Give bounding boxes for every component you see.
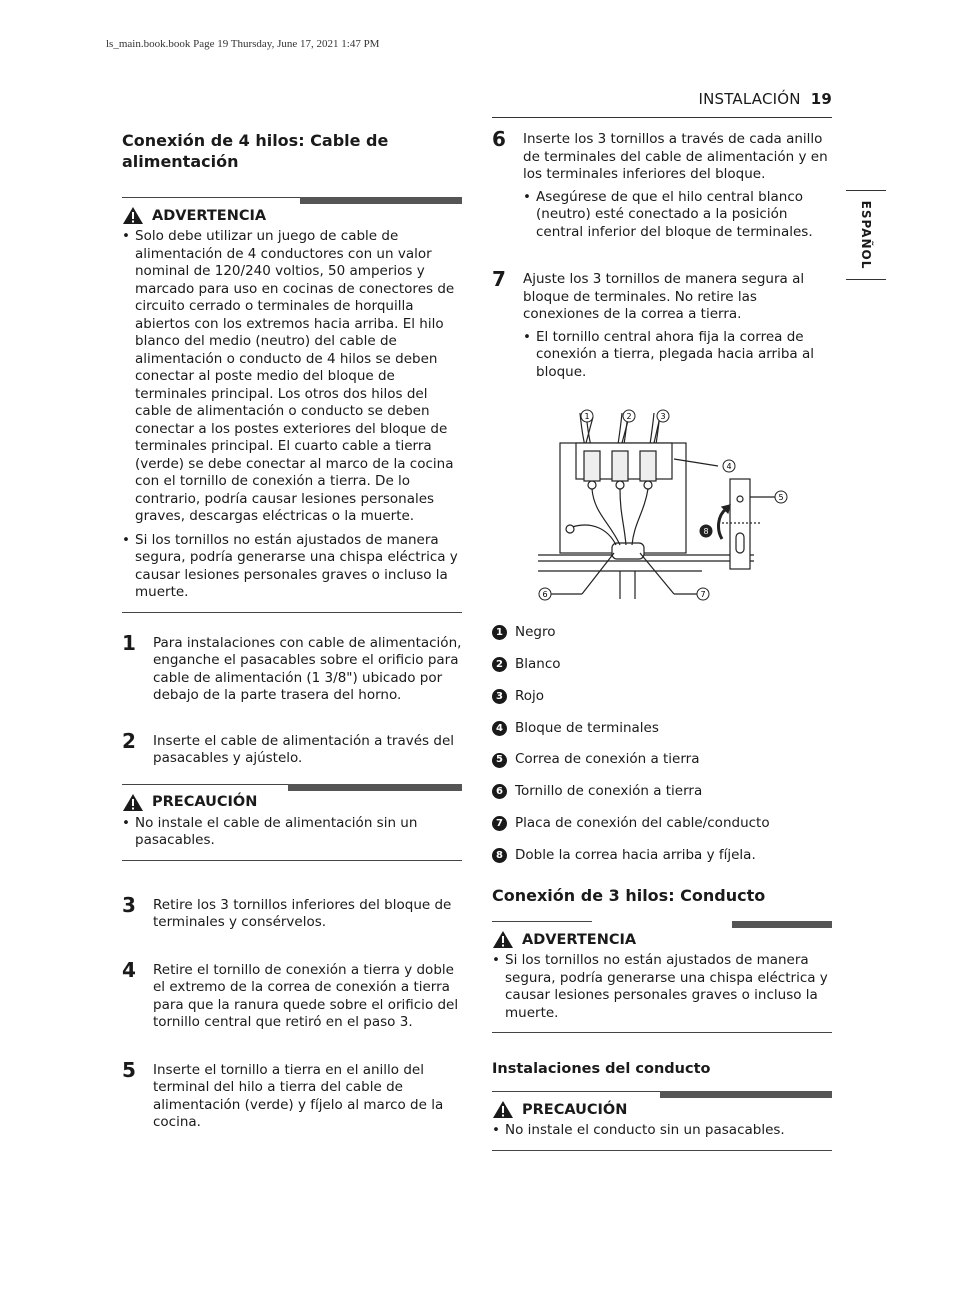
legend-number: 2 bbox=[492, 657, 507, 672]
diagram-legend bbox=[492, 617, 832, 871]
step-text: Inserte los 3 tornillos a través de cada anillo de terminales del cable de alimentación y en los terminales inferiores del bloque. bbox=[523, 131, 828, 182]
warning-title: ADVERTENCIA bbox=[152, 207, 267, 224]
header-rule bbox=[492, 117, 832, 118]
diagram-callout: 7 bbox=[700, 590, 706, 599]
diagram-callout: 6 bbox=[542, 590, 548, 599]
right-column bbox=[492, 126, 832, 1151]
file-header: ls_main.book.book Page 19 Thursday, June 17, 2021 1:47 PM bbox=[106, 38, 380, 50]
step-7 bbox=[492, 267, 832, 381]
step-2 bbox=[122, 728, 462, 768]
step-5 bbox=[122, 1057, 462, 1132]
diagram-callout: 1 bbox=[584, 412, 590, 421]
warning-triangle-icon bbox=[122, 206, 144, 225]
step-text: Inserte el tornillo a tierra en el anillo del terminal del hilo a tierra del cable de alimentación (verde) y fíjelo al marco de la cocina. bbox=[153, 1061, 444, 1130]
legend-label: Correa de conexión a tierra bbox=[515, 751, 700, 768]
warning-list bbox=[492, 952, 832, 1022]
step-4 bbox=[122, 957, 462, 1032]
legend-label: Bloque de terminales bbox=[515, 719, 659, 736]
legend-number: 6 bbox=[492, 784, 507, 799]
warning-triangle-icon bbox=[122, 793, 144, 812]
section-heading-4-wire: Conexión de 4 hilos: Cable de alimentación bbox=[122, 131, 389, 171]
step-number: 7 bbox=[492, 267, 506, 291]
step-number: 2 bbox=[122, 728, 136, 753]
language-tab-label: ESPAÑOL bbox=[859, 200, 873, 270]
step-bullet-list bbox=[523, 189, 832, 242]
step-bullet: • Asegúrese de que el hilo central blanco (neutro) esté conectado a la posición central inferior del bloque de terminales. bbox=[523, 189, 832, 242]
warning-item: • Si los tornillos no están ajustados de manera segura, podría generarse una chispa eléctrica y causar lesiones personales graves o incluso la muerte. bbox=[492, 952, 832, 1022]
warning-item: • Si los tornillos no están ajustados de manera segura, podría generarse una chispa eléctrica y causar lesiones personales graves o incluso la muerte. bbox=[122, 532, 462, 602]
step-bullet: • El tornillo central ahora fija la correa de conexión a tierra, plegada hacia arriba al bloque. bbox=[523, 329, 832, 382]
language-tab bbox=[846, 190, 886, 280]
terminal-block-illustration bbox=[492, 403, 832, 603]
diagram-callout: 3 bbox=[660, 412, 666, 421]
legend-number: 4 bbox=[492, 721, 507, 736]
step-text: Retire el tornillo de conexión a tierra y doble el extremo de la correa de conexión a tierra para que la ranura quede sobre el orificio del tornillo central que retiró en el paso 3. bbox=[153, 961, 459, 1030]
step-number: 4 bbox=[122, 957, 136, 982]
legend-number: 8 bbox=[492, 848, 507, 863]
legend-item bbox=[492, 617, 832, 649]
legend-label: Doble la correa hacia arriba y fíjela. bbox=[515, 846, 756, 863]
step-3 bbox=[122, 892, 462, 932]
diagram-callout: 4 bbox=[726, 462, 732, 471]
warning-title: ADVERTENCIA bbox=[522, 931, 637, 948]
warning-box-2 bbox=[492, 921, 832, 1033]
left-column bbox=[122, 130, 462, 1132]
step-text: Para instalaciones con cable de alimentación, enganche el pasacables sobre el orificio para cable de alimentación (1 3/8") ubicado por debajo de la parte trasera del horno. bbox=[153, 634, 462, 703]
legend-item bbox=[492, 744, 832, 776]
warning-triangle-icon bbox=[492, 1100, 514, 1119]
step-number: 1 bbox=[122, 630, 136, 655]
step-1 bbox=[122, 630, 462, 705]
legend-item bbox=[492, 808, 832, 840]
diagram-callout: 8 bbox=[703, 527, 709, 536]
step-number: 6 bbox=[492, 127, 506, 151]
caution-title: PRECAUCIÓN bbox=[152, 794, 258, 810]
legend-number: 7 bbox=[492, 816, 507, 831]
page-header bbox=[698, 90, 832, 108]
page-section-title: INSTALACIÓN bbox=[698, 90, 801, 108]
terminal-block-diagram bbox=[492, 403, 832, 603]
step-number: 3 bbox=[122, 892, 136, 917]
step-bullet-list bbox=[523, 329, 832, 382]
caution-list bbox=[122, 815, 462, 850]
caution-list bbox=[492, 1122, 832, 1140]
subheading-conduit: Instalaciones del conducto bbox=[492, 1061, 711, 1078]
step-text: Retire los 3 tornillos inferiores del bloque de terminales y consérvelos. bbox=[153, 896, 452, 930]
legend-number: 5 bbox=[492, 753, 507, 768]
caution-item: • No instale el conducto sin un pasacables. bbox=[492, 1122, 832, 1140]
diagram-callout: 5 bbox=[778, 493, 784, 502]
step-text: Inserte el cable de alimentación a través del pasacables y ajústelo. bbox=[153, 732, 455, 766]
caution-box bbox=[122, 784, 462, 861]
section-heading-3-wire: Conexión de 3 hilos: Conducto bbox=[492, 886, 766, 906]
caution-item: • No instale el cable de alimentación sin un pasacables. bbox=[122, 815, 462, 850]
diagram-callout: 2 bbox=[626, 412, 632, 421]
legend-number: 1 bbox=[492, 625, 507, 640]
legend-item bbox=[492, 649, 832, 681]
legend-item bbox=[492, 712, 832, 744]
warning-triangle-icon bbox=[492, 930, 514, 949]
warning-item: • Solo debe utilizar un juego de cable de alimentación de 4 conductores con un valor nominal de 120/240 voltios, 50 amperios y marcado para uso en cocinas de conectores de circuito cerrado o terminales de horquilla abiertos con los extremos hacia arriba. El hilo blanco del medio (neutro) del cable de alimentación o conducto de 4 hilos se deben conectar al poste medio del bloque de terminales principal. Los otros dos hilos del cable de alimentación o conducto se deben conectar a los postes exteriores del bloque de terminales principal. El cuarto cable a tierra (verde) se debe conectar al marco de la cocina con el tornillo de conexión a tierra. De lo contrario, podría causar lesiones personales graves, descargas eléctricas o la muerte. bbox=[122, 228, 462, 526]
legend-item bbox=[492, 776, 832, 808]
caution-title: PRECAUCIÓN bbox=[522, 1101, 628, 1118]
warning-list bbox=[122, 228, 462, 602]
step-text: Ajuste los 3 tornillos de manera segura al bloque de terminales. No retire las conexiones de la correa a tierra. bbox=[523, 271, 805, 322]
legend-label: Blanco bbox=[515, 655, 561, 672]
legend-label: Rojo bbox=[515, 687, 545, 704]
legend-label: Negro bbox=[515, 624, 556, 641]
legend-label: Placa de conexión del cable/conducto bbox=[515, 814, 770, 831]
legend-label: Tornillo de conexión a tierra bbox=[515, 783, 703, 800]
step-number: 5 bbox=[122, 1057, 136, 1082]
step-6 bbox=[492, 127, 832, 241]
page-number: 19 bbox=[810, 90, 832, 108]
caution-box-2 bbox=[492, 1091, 832, 1151]
legend-number: 3 bbox=[492, 689, 507, 704]
legend-item bbox=[492, 840, 832, 872]
warning-box bbox=[122, 197, 462, 613]
legend-item bbox=[492, 681, 832, 713]
